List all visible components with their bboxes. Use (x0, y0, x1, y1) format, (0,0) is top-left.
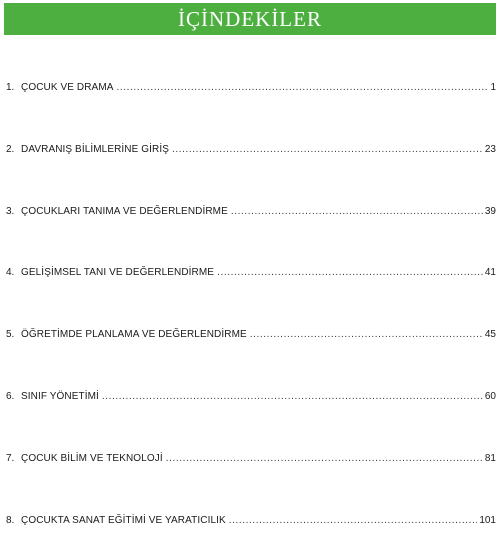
entry-page-number: 41 (484, 267, 496, 278)
entry-page-number: 60 (484, 391, 496, 402)
entry-page-number: 23 (484, 144, 496, 155)
toc-entry[interactable] (6, 205, 496, 219)
entry-page-number: 39 (484, 206, 496, 217)
entry-title: DAVRANIŞ BİLİMLERİNE GİRİŞ (21, 144, 170, 155)
entry-title: ÇOCUKLARI TANIMA VE DEĞERLENDİRME (21, 206, 228, 217)
toc-entry[interactable] (6, 81, 496, 95)
dot-leader (117, 81, 489, 95)
entry-number: 6. (6, 391, 15, 402)
dot-leader (172, 143, 483, 157)
dot-leader (217, 266, 483, 280)
entry-title: ÇOCUK VE DRAMA (21, 82, 114, 93)
entry-page-number: 45 (484, 329, 496, 340)
entry-title: GELİŞİMSEL TANI VE DEĞERLENDİRME (21, 267, 215, 278)
dot-leader (166, 452, 483, 466)
entry-title: ÖĞRETİMDE PLANLAMA VE DEĞERLENDİRME (21, 329, 247, 340)
entry-number: 5. (6, 329, 15, 340)
dot-leader (231, 205, 483, 219)
entry-title: SINIF YÖNETİMİ (21, 391, 99, 402)
entry-page-number: 81 (484, 453, 496, 464)
dot-leader (250, 328, 483, 342)
entry-number: 8. (6, 515, 15, 526)
entry-number: 2. (6, 144, 15, 155)
entry-number: 4. (6, 267, 15, 278)
entry-title: ÇOCUKTA SANAT EĞİTİMİ VE YARATICILIK (21, 515, 226, 526)
entry-number: 1. (6, 82, 15, 93)
entry-page-number: 1 (490, 82, 496, 93)
toc-entry[interactable] (6, 514, 496, 528)
dot-leader (102, 390, 483, 404)
entry-number: 3. (6, 206, 15, 217)
page-title: İÇİNDEKİLER (178, 6, 322, 31)
toc-entry[interactable] (6, 328, 496, 342)
toc-entry[interactable] (6, 390, 496, 404)
entry-title: ÇOCUK BİLİM VE TEKNOLOJİ (21, 453, 163, 464)
toc-entry[interactable] (6, 452, 496, 466)
entry-page-number: 101 (479, 515, 496, 526)
table-of-contents (6, 0, 496, 540)
toc-entry[interactable] (6, 266, 496, 280)
dot-leader (229, 514, 478, 528)
entry-number: 7. (6, 453, 15, 464)
toc-entry[interactable] (6, 143, 496, 157)
